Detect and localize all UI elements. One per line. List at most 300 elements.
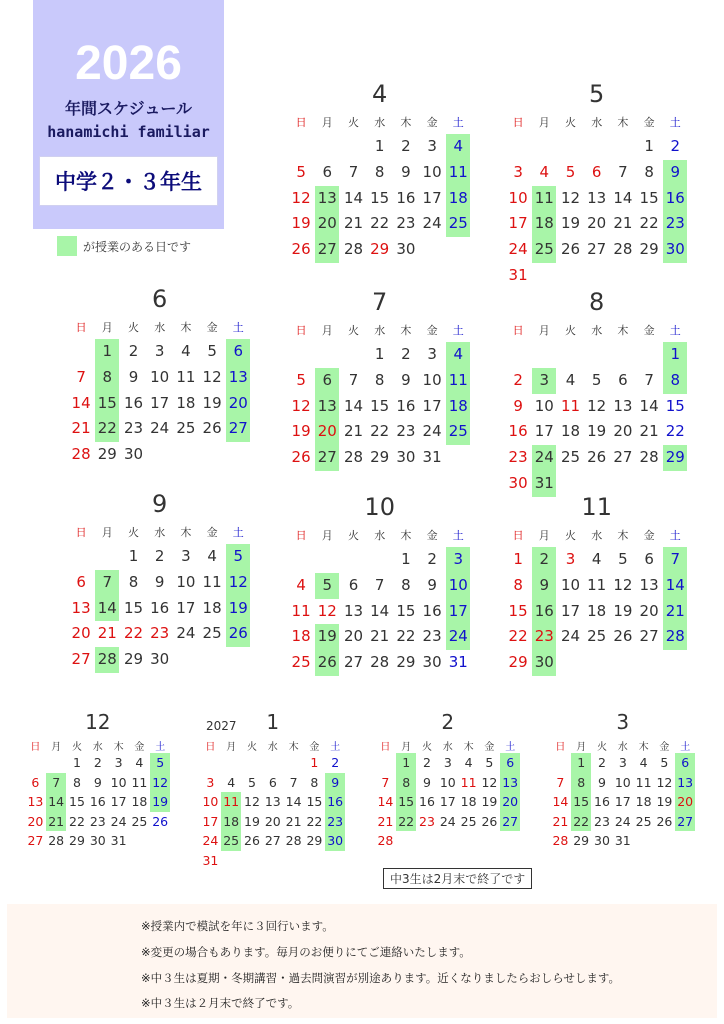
day-cell: 15 (370, 188, 390, 207)
year-title: 2026 (75, 37, 182, 90)
day-cell: 25 (446, 419, 470, 445)
day-cell: 3 (206, 774, 215, 790)
weekday-label: 木 (638, 742, 649, 753)
weekday-label: 木 (113, 742, 124, 753)
day-cell: 2 (598, 755, 606, 770)
day-cell: 29 (370, 240, 390, 259)
day-cell: 18 (560, 422, 581, 441)
day-cell: 14 (46, 792, 66, 812)
day-cell: 4 (446, 134, 470, 160)
weekday-label: 金 (426, 116, 438, 129)
day-cell: 12 (150, 773, 170, 793)
weekday-label: 火 (347, 529, 359, 542)
weekday-label: 日 (205, 742, 216, 753)
day-cell: 6 (500, 753, 520, 773)
day-cell: 10 (560, 575, 581, 594)
day-cell: 6 (268, 774, 277, 790)
weekday-label: 土 (669, 324, 681, 337)
day-cell: 28 (370, 653, 390, 672)
day-cell: 1 (310, 755, 319, 770)
day-cell: 8 (513, 575, 523, 594)
day-cell: 3 (114, 755, 123, 770)
day-cell: 20 (27, 813, 44, 829)
day-cell: 23 (419, 813, 435, 829)
weekday-label: 木 (617, 529, 629, 542)
day-cell: 13 (315, 186, 339, 212)
day-cell: 31 (448, 653, 468, 672)
day-cell: 6 (675, 753, 695, 773)
day-cell: 28 (552, 833, 569, 849)
day-cell: 28 (639, 448, 659, 467)
day-cell: 23 (325, 812, 345, 832)
weekday-label: 日 (30, 742, 41, 753)
day-cell: 10 (176, 572, 196, 591)
day-cell: 14 (552, 794, 569, 810)
month-name: 9 (152, 490, 168, 518)
day-cell: 19 (587, 422, 607, 441)
day-cell: 15 (370, 396, 390, 415)
day-cell: 6 (348, 575, 359, 594)
day-cell: 23 (663, 211, 687, 237)
day-cell: 26 (152, 813, 169, 829)
grade3-end-note: 中3生は2月末で終了です (383, 868, 532, 889)
weekday-label: 木 (400, 529, 412, 542)
day-cell: 13 (639, 575, 659, 594)
day-cell: 12 (587, 396, 607, 415)
weekday-label: 日 (512, 529, 524, 542)
day-cell: 22 (123, 624, 144, 643)
day-cell: 5 (315, 573, 339, 599)
day-cell: 19 (656, 794, 673, 810)
weekday-label: 火 (564, 116, 576, 129)
weekday-label: 月 (226, 742, 237, 753)
month-name: 7 (372, 288, 388, 316)
day-cell: 14 (343, 396, 364, 415)
day-cell: 24 (560, 627, 581, 646)
day-cell: 7 (95, 570, 119, 596)
day-cell: 12 (481, 774, 498, 790)
day-cell: 25 (560, 448, 581, 467)
day-cell: 19 (202, 393, 222, 412)
day-cell: 1 (663, 342, 687, 368)
day-cell: 20 (613, 422, 633, 441)
weekday-label: 木 (288, 742, 299, 753)
day-cell: 2 (154, 547, 165, 565)
day-cell: 28 (285, 833, 302, 849)
weekday-label: 金 (643, 324, 655, 337)
day-cell: 19 (560, 214, 581, 233)
day-cell: 30 (663, 237, 687, 263)
day-cell: 23 (89, 813, 106, 829)
day-cell: 5 (485, 755, 494, 770)
day-cell: 2 (513, 370, 523, 389)
day-cell: 6 (76, 572, 86, 591)
weekday-label: 火 (564, 529, 576, 542)
day-cell: 1 (128, 547, 139, 565)
day-cell: 25 (587, 627, 607, 646)
weekday-label: 水 (374, 116, 386, 129)
day-cell: 14 (377, 794, 394, 810)
day-cell: 9 (663, 160, 687, 186)
day-cell: 17 (508, 214, 528, 233)
weekday-label: 日 (75, 526, 87, 539)
day-cell: 29 (306, 833, 323, 849)
day-cell: 22 (508, 627, 528, 646)
day-cell: 4 (565, 370, 576, 389)
day-cell: 29 (663, 445, 687, 471)
day-cell: 19 (226, 596, 250, 622)
day-cell: 7 (76, 367, 86, 386)
day-cell: 14 (639, 396, 659, 415)
day-cell: 29 (370, 448, 390, 467)
weekday-label: 水 (591, 116, 603, 129)
day-cell: 10 (150, 367, 170, 386)
weekday-label: 木 (180, 526, 192, 539)
day-cell: 26 (315, 650, 339, 676)
weekday-label: 土 (669, 116, 681, 129)
day-cell: 30 (89, 833, 106, 849)
day-cell: 7 (381, 774, 390, 790)
day-cell: 26 (613, 627, 633, 646)
day-cell: 22 (370, 214, 390, 233)
day-cell: 20 (226, 391, 250, 417)
weekday-label: 土 (505, 742, 516, 753)
day-cell: 10 (110, 774, 127, 790)
weekday-label: 木 (617, 116, 629, 129)
weekday-label: 月 (538, 529, 550, 542)
weekday-label: 日 (75, 321, 87, 334)
day-cell: 10 (614, 774, 631, 790)
day-cell: 15 (508, 601, 528, 620)
day-cell: 26 (560, 240, 581, 259)
day-cell: 27 (675, 812, 695, 832)
day-cell: 19 (613, 601, 633, 620)
day-cell: 3 (618, 755, 627, 770)
day-cell: 30 (123, 445, 144, 464)
day-cell: 22 (69, 813, 85, 829)
day-cell: 8 (310, 774, 319, 790)
day-cell: 29 (639, 240, 659, 259)
day-cell: 6 (226, 339, 250, 365)
day-cell: 16 (123, 393, 144, 412)
day-cell: 24 (508, 240, 528, 259)
day-cell: 19 (244, 813, 260, 829)
day-cell: 25 (460, 813, 477, 829)
day-cell: 7 (556, 774, 565, 790)
day-cell: 21 (370, 627, 390, 646)
day-cell: 29 (97, 445, 117, 464)
day-cell: 3 (565, 550, 576, 568)
day-cell: 6 (322, 162, 333, 181)
day-cell: 31 (532, 471, 556, 497)
day-cell: 23 (123, 419, 144, 438)
day-cell: 20 (71, 624, 91, 643)
day-cell: 26 (481, 813, 498, 829)
weekday-label: 水 (591, 324, 603, 337)
day-cell: 21 (285, 813, 302, 829)
day-cell: 1 (401, 550, 411, 568)
day-cell: 22 (95, 416, 119, 442)
day-cell: 7 (46, 773, 66, 793)
day-cell: 2 (423, 755, 431, 770)
day-cell: 29 (508, 653, 528, 672)
day-cell: 5 (150, 753, 170, 773)
day-cell: 24 (150, 419, 170, 438)
day-cell: 20 (639, 601, 659, 620)
day-cell: 5 (296, 370, 306, 389)
day-cell: 23 (422, 627, 442, 646)
day-cell: 4 (464, 755, 473, 770)
day-cell: 9 (513, 396, 523, 415)
legend (57, 236, 191, 256)
day-cell: 20 (675, 792, 695, 812)
weekday-label: 金 (643, 116, 655, 129)
day-cell: 14 (343, 188, 364, 207)
day-cell: 27 (315, 237, 339, 263)
day-cell: 3 (427, 345, 437, 363)
day-cell: 26 (244, 833, 260, 849)
day-cell: 26 (656, 813, 673, 829)
month-name: 1 (266, 710, 280, 734)
day-cell: 17 (534, 422, 554, 441)
day-cell: 21 (343, 422, 364, 441)
weekday-label: 火 (246, 742, 257, 753)
day-cell: 12 (656, 774, 673, 790)
day-cell: 13 (27, 794, 44, 810)
day-cell: 29 (123, 650, 144, 669)
day-cell: 9 (532, 573, 556, 599)
day-cell: 5 (565, 162, 576, 181)
legend-swatch (57, 236, 77, 256)
weekday-label: 月 (321, 324, 333, 337)
day-cell: 2 (670, 137, 681, 155)
day-cell: 5 (618, 550, 628, 568)
day-cell: 13 (613, 396, 633, 415)
day-cell: 16 (150, 598, 170, 617)
day-cell: 5 (296, 162, 306, 181)
day-cell: 22 (370, 422, 390, 441)
weekday-label: 火 (71, 742, 82, 753)
day-cell: 23 (532, 624, 556, 650)
day-cell: 3 (443, 755, 452, 770)
month-name: 3 (616, 710, 630, 734)
day-cell: 4 (446, 342, 470, 368)
day-cell: 7 (348, 370, 359, 389)
day-cell: 11 (202, 572, 222, 591)
day-cell: 12 (560, 188, 581, 207)
day-cell: 3 (446, 547, 470, 573)
day-cell: 20 (264, 813, 281, 829)
weekday-label: 水 (374, 324, 386, 337)
day-cell: 24 (422, 214, 442, 233)
day-cell: 11 (131, 774, 148, 790)
day-cell: 26 (291, 448, 311, 467)
day-cell: 21 (46, 812, 66, 832)
day-cell: 14 (95, 596, 119, 622)
day-cell: 18 (460, 794, 477, 810)
day-cell: 17 (422, 396, 442, 415)
day-cell: 18 (131, 794, 148, 810)
day-cell: 7 (663, 547, 687, 573)
weekday-label: 金 (206, 321, 218, 334)
day-cell: 27 (639, 627, 659, 646)
note-line: ※授業内で模試を年に３回行います。 (141, 919, 334, 933)
day-cell: 8 (663, 368, 687, 394)
day-cell: 17 (202, 813, 219, 829)
day-cell: 9 (427, 575, 437, 594)
day-cell: 1 (73, 755, 81, 770)
day-cell: 13 (226, 365, 250, 391)
day-cell: 7 (348, 162, 359, 181)
day-cell: 25 (635, 813, 652, 829)
weekday-label: 水 (154, 526, 166, 539)
month-name: 2 (441, 710, 455, 734)
day-cell: 24 (614, 813, 631, 829)
weekday-label: 月 (321, 116, 333, 129)
day-cell: 15 (396, 601, 416, 620)
day-cell: 14 (613, 188, 633, 207)
day-cell: 7 (618, 162, 628, 181)
day-cell: 4 (207, 547, 217, 565)
day-cell: 27 (613, 448, 633, 467)
day-cell: 25 (291, 653, 311, 672)
day-cell: 24 (532, 445, 556, 471)
day-cell: 21 (343, 214, 364, 233)
weekday-label: 金 (426, 529, 438, 542)
day-cell: 21 (663, 599, 687, 625)
day-cell: 2 (331, 755, 340, 770)
day-cell: 26 (202, 419, 222, 438)
day-cell: 11 (446, 368, 470, 394)
day-cell: 12 (244, 794, 260, 810)
day-cell: 15 (306, 794, 323, 810)
day-cell: 25 (221, 831, 241, 851)
day-cell: 13 (71, 598, 91, 617)
day-cell: 20 (315, 211, 339, 237)
day-cell: 8 (396, 773, 416, 793)
month-year-label: 2027 (206, 719, 237, 733)
day-cell: 21 (71, 419, 91, 438)
day-cell: 10 (508, 188, 528, 207)
day-cell: 27 (315, 445, 339, 471)
day-cell: 30 (325, 831, 345, 851)
day-cell: 11 (176, 367, 196, 386)
notes-panel (7, 904, 717, 1018)
day-cell: 18 (446, 394, 470, 420)
day-cell: 3 (181, 547, 191, 565)
day-cell: 28 (663, 624, 687, 650)
note-line: ※変更の場合もあります。毎月のお便りにてご連絡いたします。 (141, 945, 471, 959)
day-cell: 9 (128, 367, 139, 386)
weekday-label: 金 (206, 526, 218, 539)
day-cell: 23 (508, 448, 528, 467)
day-cell: 18 (221, 812, 241, 832)
weekday-label: 水 (374, 529, 386, 542)
day-cell: 15 (95, 391, 119, 417)
day-cell: 26 (226, 621, 250, 647)
day-cell: 30 (508, 474, 528, 492)
day-cell: 17 (176, 598, 196, 617)
day-cell: 2 (427, 550, 437, 568)
day-cell: 5 (207, 342, 217, 360)
day-cell: 12 (291, 396, 311, 415)
weekday-label: 木 (180, 321, 192, 334)
day-cell: 23 (396, 422, 416, 441)
day-cell: 18 (291, 627, 311, 646)
day-cell: 31 (110, 833, 127, 849)
weekday-label: 土 (680, 742, 691, 753)
day-cell: 21 (613, 214, 633, 233)
day-cell: 9 (154, 572, 165, 591)
day-cell: 1 (396, 753, 416, 773)
day-cell: 24 (176, 624, 196, 643)
day-cell: 17 (560, 601, 581, 620)
day-cell: 24 (110, 813, 127, 829)
day-cell: 12 (291, 188, 311, 207)
day-cell: 4 (227, 774, 236, 790)
day-cell: 18 (176, 393, 196, 412)
day-cell: 11 (587, 575, 607, 594)
month-name: 5 (589, 80, 605, 108)
school-name: hanamichi familiar (47, 123, 210, 141)
weekday-label: 金 (134, 742, 145, 753)
day-cell: 4 (181, 342, 191, 360)
legend-text: が授業のある日です (83, 239, 192, 254)
day-cell: 5 (248, 774, 256, 790)
day-cell: 3 (513, 162, 523, 181)
day-cell: 27 (343, 653, 364, 672)
day-cell: 14 (663, 573, 687, 599)
weekday-label: 日 (380, 742, 391, 753)
day-cell: 11 (532, 186, 556, 212)
day-cell: 29 (69, 833, 85, 849)
day-cell: 2 (401, 345, 411, 363)
note-line: ※中３生は２月末で終了です。 (141, 996, 300, 1010)
day-cell: 28 (343, 448, 364, 467)
day-cell: 16 (422, 601, 442, 620)
weekday-label: 水 (442, 742, 453, 753)
day-cell: 9 (325, 773, 345, 793)
day-cell: 16 (663, 186, 687, 212)
day-cell: 1 (374, 137, 385, 155)
day-cell: 11 (560, 396, 581, 415)
weekday-label: 日 (295, 529, 307, 542)
day-cell: 11 (635, 774, 652, 790)
day-cell: 15 (123, 598, 144, 617)
day-cell: 6 (591, 162, 602, 181)
weekday-label: 土 (669, 529, 681, 542)
day-cell: 10 (439, 774, 456, 790)
day-cell: 9 (598, 774, 606, 790)
day-cell: 4 (639, 755, 648, 770)
day-cell: 19 (481, 794, 498, 810)
day-cell: 8 (95, 365, 119, 391)
day-cell: 27 (264, 833, 281, 849)
day-cell: 3 (154, 342, 165, 360)
weekday-label: 水 (154, 321, 166, 334)
day-cell: 10 (534, 396, 554, 415)
day-cell: 12 (317, 601, 337, 620)
weekday-label: 金 (309, 742, 320, 753)
day-cell: 23 (396, 214, 416, 233)
weekday-label: 火 (347, 116, 359, 129)
day-cell: 19 (150, 792, 170, 812)
day-cell: 2 (401, 137, 411, 155)
day-cell: 16 (508, 422, 528, 441)
weekday-label: 金 (484, 742, 495, 753)
day-cell: 15 (665, 396, 685, 415)
day-cell: 7 (374, 575, 385, 594)
